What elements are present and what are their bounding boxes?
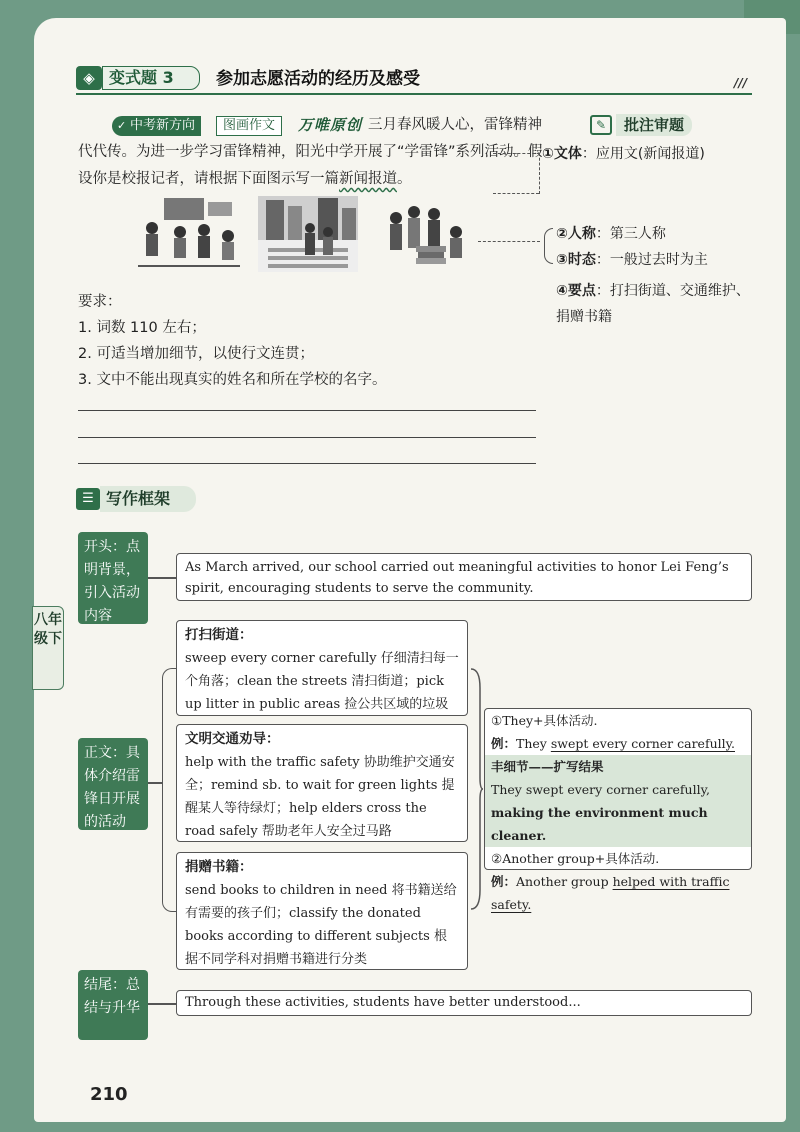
answer-line — [78, 410, 536, 411]
prompt-text-after: 。 — [397, 171, 412, 187]
requirement-item: 1. 词数 110 左右； — [78, 320, 206, 336]
example-highlight — [485, 755, 751, 847]
frame-title: 写作框架 — [106, 489, 171, 508]
example-line: ①They+具体活动. — [491, 713, 598, 728]
activity-box-books — [176, 852, 468, 970]
badge-picture-essay: 图画作文 — [216, 116, 282, 136]
activity-heading: 打扫街道： — [185, 627, 253, 643]
intro-text: As March arrived, our school carried out meaningful activities to honor Lei Feng’s spirit, encouraging students to serve the community. — [185, 560, 729, 596]
page-title: 参加志愿活动的经历及感受 — [216, 69, 420, 89]
annotation-person — [556, 224, 756, 244]
header-mark: /// — [734, 76, 748, 90]
variant-label — [102, 66, 200, 90]
annotation-label: ②人称 — [556, 226, 596, 242]
section-tag-intro: 开头：点明背景，引入活动内容 — [78, 532, 148, 624]
example-bold: making the environment much cleaner. — [491, 805, 708, 843]
illustration-book-donation — [382, 196, 478, 272]
example-underlined: helped with traffic safety. — [491, 874, 730, 912]
example-label: 例： — [491, 736, 517, 751]
section-tag-ending: 结尾：总结与升华 — [78, 970, 148, 1040]
annotation-value: ：应用文(新闻报道) — [581, 146, 705, 162]
example-line — [491, 732, 745, 755]
grade-side-tab: 八年级下 — [32, 606, 64, 690]
annotation-value: ：一般过去时为主 — [595, 252, 708, 268]
badge-new-direction: ✓ 中考新方向 — [112, 116, 201, 136]
example-box — [484, 708, 752, 912]
example-text: They swept every corner carefully, — [491, 782, 710, 797]
activity-heading: 捐赠书籍： — [185, 859, 253, 875]
activity-text: sweep every corner carefully 仔细清扫每一个角落；clean the streets 清扫街道；pick up litter in public areas 捡公共区域的垃圾 — [185, 651, 459, 712]
ending-box — [176, 990, 752, 1016]
annotation-label: ④要点 — [556, 283, 596, 299]
illustration-street-cleaning — [130, 196, 242, 272]
requirement-item: 3. 文中不能出现真实的姓名和所在学校的名字。 — [78, 372, 387, 388]
badge-brand: 万唯原创 — [298, 116, 363, 134]
prompt-text-highlight: 新闻报道 — [339, 171, 397, 187]
example-subheading: 丰细节——扩写结果 — [491, 759, 604, 774]
connector-line — [148, 577, 176, 579]
connector-line — [148, 782, 162, 784]
prompt-text-before: 三月春风暖人心，雷锋精神代代传。为进一步学习雷锋精神，阳光中学开展了“学雷锋”系列活动。假设你是校报记者，请根据下面图示写一篇 — [78, 117, 543, 187]
pencil-icon: ✎ — [590, 115, 612, 135]
annotation-brace — [544, 228, 553, 264]
connector-line — [148, 1003, 176, 1005]
answer-line — [78, 463, 536, 464]
example-label: 例： — [491, 874, 517, 889]
header-divider — [76, 93, 752, 95]
annotation-value: ：第三人称 — [595, 226, 666, 242]
activity-heading: 文明交通劝导： — [185, 731, 280, 747]
requirement-item: 2. 可适当增加细节，以使行文连贯； — [78, 346, 314, 362]
answer-line — [78, 437, 536, 438]
annotation-label: ③时态 — [556, 252, 596, 268]
dashed-connector — [478, 241, 540, 242]
example-line: ②Another group+具体活动. — [491, 851, 660, 866]
section-tag-body: 正文：具体介绍雷锋日开展的活动 — [78, 738, 148, 830]
right-brace — [470, 668, 484, 910]
annotation-genre — [542, 144, 762, 164]
example-underlined: swept every corner carefully. — [550, 736, 735, 751]
page-number: 210 — [90, 1084, 128, 1105]
activity-text: help with the traffic safety 协助维护交通安全；remind sb. to wait for green lights 提醒某人等待绿灯；help elders cross the road safely 帮助老年人安全过马路 — [185, 755, 455, 839]
review-title: 批注审题 — [616, 114, 692, 136]
activity-box-street-cleaning — [176, 620, 468, 716]
requirements-heading: 要求： — [78, 294, 122, 310]
body-brace — [162, 668, 177, 912]
illustration-traffic-help — [258, 196, 358, 272]
variant-label-text: 变式题 — [109, 68, 158, 87]
annotation-points — [556, 278, 750, 330]
dashed-connector — [493, 193, 539, 194]
variant-number: 3 — [162, 68, 174, 87]
example-text: Another group — [516, 874, 613, 889]
ending-text: Through these activities, students have better understood... — [185, 995, 581, 1010]
activity-text: send books to children in need 将书籍送给有需要的孩子们；classify the donated books according to different subjects 根据不同学科对捐赠书籍进行分类 — [185, 883, 457, 967]
intro-box — [176, 553, 752, 601]
framework-icon: ☰ — [76, 488, 100, 510]
activity-box-traffic — [176, 724, 468, 842]
annotation-label: ①文体 — [542, 146, 582, 162]
annotation-tense — [556, 250, 756, 270]
example-text: They — [516, 736, 551, 751]
example-line — [491, 870, 745, 916]
annotation-value: ：打扫街道、交通维护、捐赠书籍 — [556, 283, 750, 325]
cube-icon: ◈ — [76, 66, 102, 90]
dashed-connector — [493, 153, 540, 194]
